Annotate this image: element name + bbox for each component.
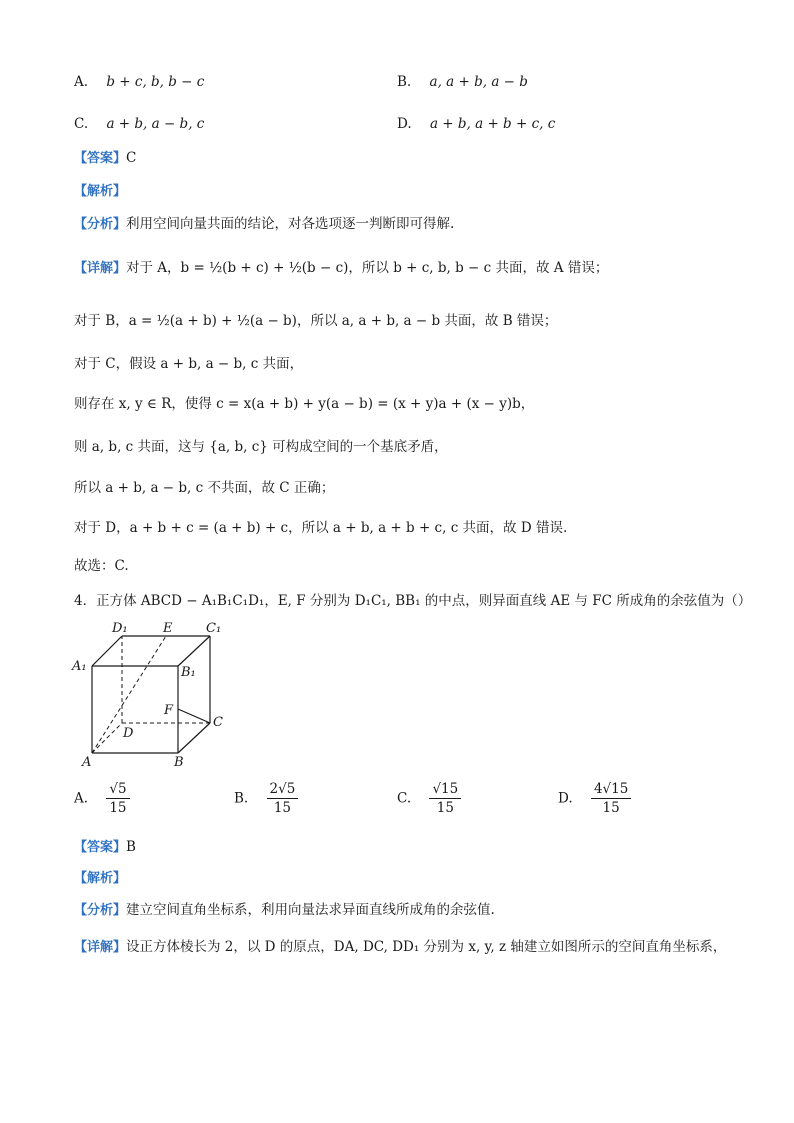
option-fraction xyxy=(106,780,129,817)
detail-text: 对于 D，a + b + c = (a + b) + c，所以 a + b, a + b + c, c 共面，故 D 错误. xyxy=(74,520,568,536)
label-d: D xyxy=(123,726,134,741)
fraction-numerator: 2√5 xyxy=(267,780,299,799)
analysis-tag: 【解析】 xyxy=(74,871,127,886)
cube-figure xyxy=(70,618,240,768)
detail-text: 故选：C. xyxy=(74,558,129,574)
label-a1: A₁ xyxy=(72,659,87,674)
edge-bc xyxy=(178,723,210,753)
q3-analysis-heading xyxy=(74,181,126,202)
edge-b1c1 xyxy=(178,636,210,666)
option-fraction xyxy=(429,780,461,817)
option-letter: D. xyxy=(397,116,412,132)
option-text: a + b, a + b + c, c xyxy=(429,116,556,132)
fraction-numerator: 4√15 xyxy=(591,780,631,799)
label-d1: D₁ xyxy=(112,621,128,636)
option-text: a + b, a − b, c xyxy=(106,116,205,132)
detail-text: 则存在 x, y ∈ R，使得 c = x(a + b) + y(a − b) = (x + y)a + (x − y)b， xyxy=(74,396,535,412)
detail-text: 对于 B，a = ½(a + b) + ½(a − b)，所以 a, a + b, a − b 共面，故 B 错误； xyxy=(74,313,558,329)
q3-option-a xyxy=(74,72,204,92)
label-c1: C₁ xyxy=(206,621,222,636)
answer-tag: 【答案】 xyxy=(74,151,127,166)
q3-detail-line-2 xyxy=(74,311,557,331)
edge-a1d1 xyxy=(92,636,122,666)
q4-detail xyxy=(74,937,726,958)
q3-detail-line-3 xyxy=(74,354,303,374)
detail-tag: 【详解】 xyxy=(74,940,127,955)
q4-stem xyxy=(74,591,751,611)
fraction-denominator: 15 xyxy=(273,800,291,816)
detail-text: 所以 a + b, a − b, c 不共面，故 C 正确； xyxy=(74,480,335,496)
answer-value: C xyxy=(126,150,137,166)
label-e: E xyxy=(163,621,173,636)
option-letter: B. xyxy=(234,790,249,807)
q4-analysis-heading xyxy=(74,868,126,889)
q3-fenxi xyxy=(74,214,454,235)
question-text: 4．正方体 ABCD − A₁B₁C₁D₁，E, F 分别为 D₁C₁, BB₁ 的中点，则异面直线 AE 与 FC 所成角的余弦值为（） xyxy=(74,593,752,609)
fraction-numerator: √15 xyxy=(429,780,461,799)
q4-option-d xyxy=(558,780,631,817)
label-b: B xyxy=(174,755,184,768)
fenxi-text: 利用空间向量共面的结论，对各选项逐一判断即可得解. xyxy=(126,216,455,232)
q3-option-d xyxy=(397,114,555,134)
label-f: F xyxy=(164,703,174,718)
fraction-denominator: 15 xyxy=(436,800,454,816)
q3-detail-line-6 xyxy=(74,478,334,498)
answer-value: B xyxy=(126,839,136,855)
option-text: b + c, b, b − c xyxy=(106,74,205,90)
option-letter: C. xyxy=(397,790,412,807)
fenxi-text: 建立空间直角坐标系，利用向量法求异面直线所成角的余弦值. xyxy=(126,902,495,918)
detail-text: 对于 A，b = ½(b + c) + ½(b − c)，所以 b + c, b, b − c 共面，故 A 错误； xyxy=(126,260,609,276)
q4-fenxi xyxy=(74,900,495,921)
option-letter: A. xyxy=(74,790,89,807)
q3-detail-line-8 xyxy=(74,556,129,576)
q4-option-a xyxy=(74,780,130,817)
q4-option-c xyxy=(397,780,461,817)
q3-option-b xyxy=(397,72,528,92)
q3-detail-line-7 xyxy=(74,518,567,538)
label-c: C xyxy=(213,715,223,730)
label-b1: B₁ xyxy=(181,665,196,680)
detail-text: 设正方体棱长为 2，以 D 的原点，DA, DC, DD₁ 分别为 x, y, z 轴建立如图所示的空间直角坐标系， xyxy=(126,939,727,955)
detail-text: 则 a, b, c 共面，这与 {a, b, c} 可构成空间的一个基底矛盾， xyxy=(74,439,448,455)
edge-ad-hidden xyxy=(92,723,122,753)
option-text: a, a + b, a − b xyxy=(429,74,528,90)
fenxi-tag: 【分析】 xyxy=(74,903,127,918)
q3-detail-line-5 xyxy=(74,437,448,457)
label-a: A xyxy=(82,755,92,768)
segment-fc xyxy=(178,709,210,723)
fraction-denominator: 15 xyxy=(602,800,620,816)
analysis-tag: 【解析】 xyxy=(74,184,127,199)
q4-option-b xyxy=(234,780,298,817)
option-fraction xyxy=(267,780,299,817)
detail-tag: 【详解】 xyxy=(74,261,127,276)
fraction-numerator: √5 xyxy=(106,780,129,799)
detail-text: 对于 C，假设 a + b, a − b, c 共面， xyxy=(74,356,304,372)
q3-option-c xyxy=(74,114,204,134)
fraction-denominator: 15 xyxy=(109,800,127,816)
option-letter: B. xyxy=(397,74,412,90)
fenxi-tag: 【分析】 xyxy=(74,217,127,232)
q3-detail-line-4 xyxy=(74,394,534,414)
option-fraction xyxy=(591,780,631,817)
option-letter: D. xyxy=(558,790,573,807)
q4-answer xyxy=(74,837,136,858)
answer-tag: 【答案】 xyxy=(74,840,127,855)
q3-detail-line-1 xyxy=(74,258,608,279)
option-letter: A. xyxy=(74,74,89,90)
q3-answer xyxy=(74,148,136,169)
option-letter: C. xyxy=(74,116,89,132)
